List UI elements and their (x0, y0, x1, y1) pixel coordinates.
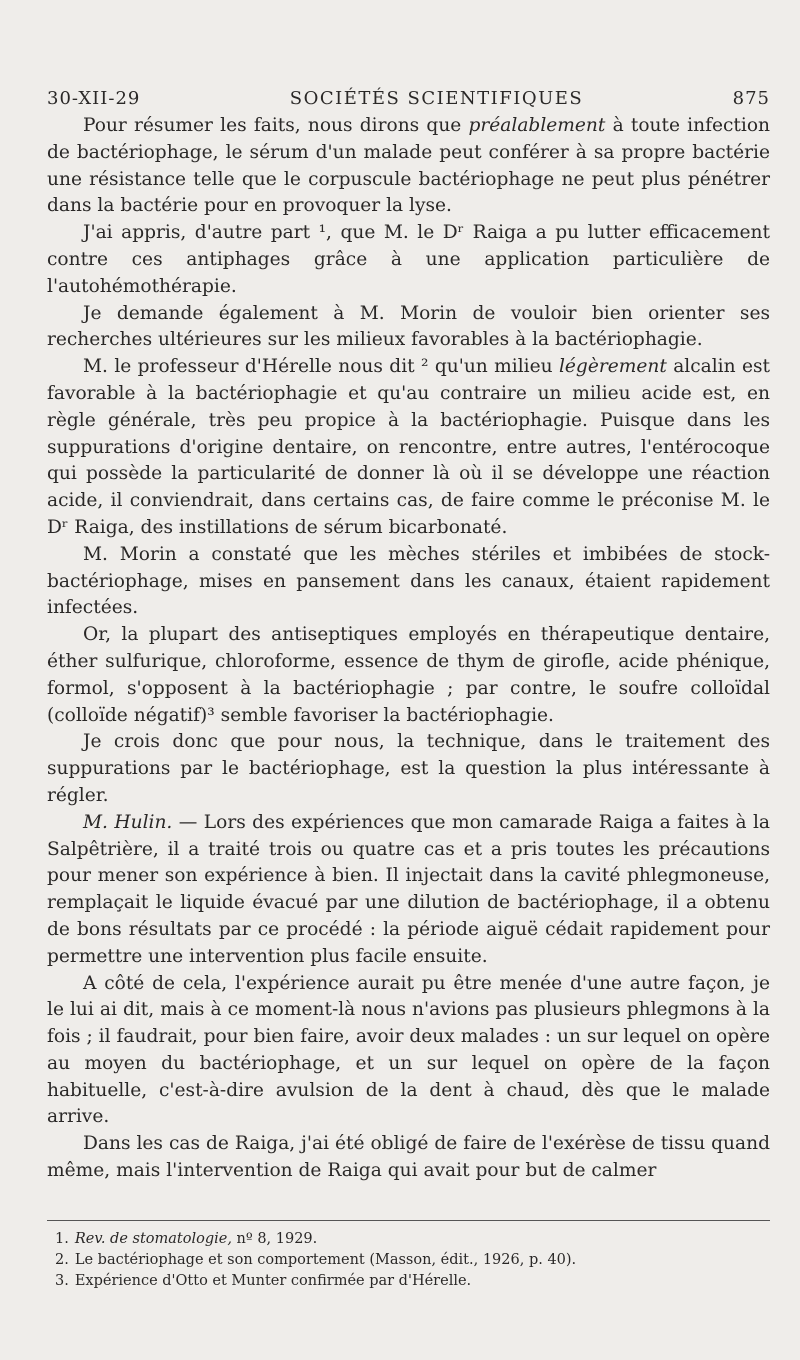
paragraph: Je demande également à M. Morin de vouloir bien orienter ses recherches ultérieures sur les milieux favorables à la bactériophagie. (47, 302, 770, 351)
running-header (47, 88, 770, 109)
page-number: 875 (732, 88, 770, 109)
paragraph: J'ai appris, d'autre part ¹, que M. le Dʳ Raiga a pu lutter efficacement contre ces antiphages grâce à une application particulière de l'autohémothérapie. (47, 222, 770, 297)
footnote: 3. Expérience d'Otto et Munter confirmée par d'Hérelle. (55, 1273, 472, 1289)
paragraph: M. Hulin. — Lors des expériences que mon camarade Raiga a faites à la Salpêtrière, il a traité trois ou quatre cas et a pris toutes les précautions pour mener son expérience à bien. Il injectait dans la cavité phlegmoneuse, remplaçait le liquide évacué par une dilution de bactériophage, il a obtenu de bons résultats par ce procédé : la période aiguë cédait rapidement pour permettre une intervention plus facile ensuite. (47, 811, 770, 967)
paragraph: Or, la plupart des antiseptiques employés en thérapeutique dentaire, éther sulfurique, chloroforme, essence de thym de girofle, acide phénique, formol, s'opposent à la bactériophagie ; par contre, le soufre colloïdal (colloïde négatif)³ semble favoriser la bactériophagie. (47, 624, 770, 726)
page (47, 88, 770, 1185)
footnotes (47, 1220, 770, 1292)
paragraph: Pour résumer les faits, nous dirons que préalablement à toute infection de bactériophage, le sérum d'un malade peut conférer à sa propre bactérie une résistance telle que le corpuscule bactériophage ne peut plus pénétrer dans la bactérie pour en provoquer la lyse. (47, 115, 770, 217)
footnote: 2. Le bactériophage et son comportement (Masson, édit., 1926, p. 40). (55, 1252, 577, 1268)
paragraph: Dans les cas de Raiga, j'ai été obligé de faire de l'exérèse de tissu quand même, mais l'intervention de Raiga qui avait pour but de calmer (47, 1133, 770, 1182)
paragraph: M. le professeur d'Hérelle nous dit ² qu'un milieu légèrement alcalin est favorable à la bactériophagie et qu'au contraire un milieu acide est, en règle générale, très peu propice à la bactériophagie. Puisque dans les suppurations d'origine dentaire, on rencontre, entre autres, l'entérocoque qui possède la particularité de donner là où il se développe une réaction acide, il conviendrait, dans certains cas, de faire comme le préconise M. le Dʳ Raiga, des instillations de sérum bicarbonaté. (47, 356, 770, 538)
header-title: SOCIÉTÉS SCIENTIFIQUES (289, 88, 584, 109)
paragraph: Je crois donc que pour nous, la technique, dans le traitement des suppurations par le bactériophage, est la question la plus intéressante à régler. (47, 731, 770, 806)
footnote: 1. Rev. de stomatologie, nº 8, 1929. (55, 1231, 318, 1247)
paragraph: M. Morin a constaté que les mèches stériles et imbibées de stock-bactériophage, mises en pansement dans les canaux, étaient rapidement infectées. (47, 543, 770, 619)
body-text (47, 113, 770, 1185)
header-date: 30-XII-29 (47, 88, 141, 109)
paragraph: A côté de cela, l'expérience aurait pu être menée d'une autre façon, je le lui ai dit, mais à ce moment-là nous n'avions pas plusieurs phlegmons à la fois ; il faudrait, pour bien faire, avoir deux malades : un sur lequel on opère au moyen du bactériophage, et un sur lequel on opère de la façon habituelle, c'est-à-dire avulsion de la dent à chaud, dès que le malade arrive. (47, 972, 770, 1128)
